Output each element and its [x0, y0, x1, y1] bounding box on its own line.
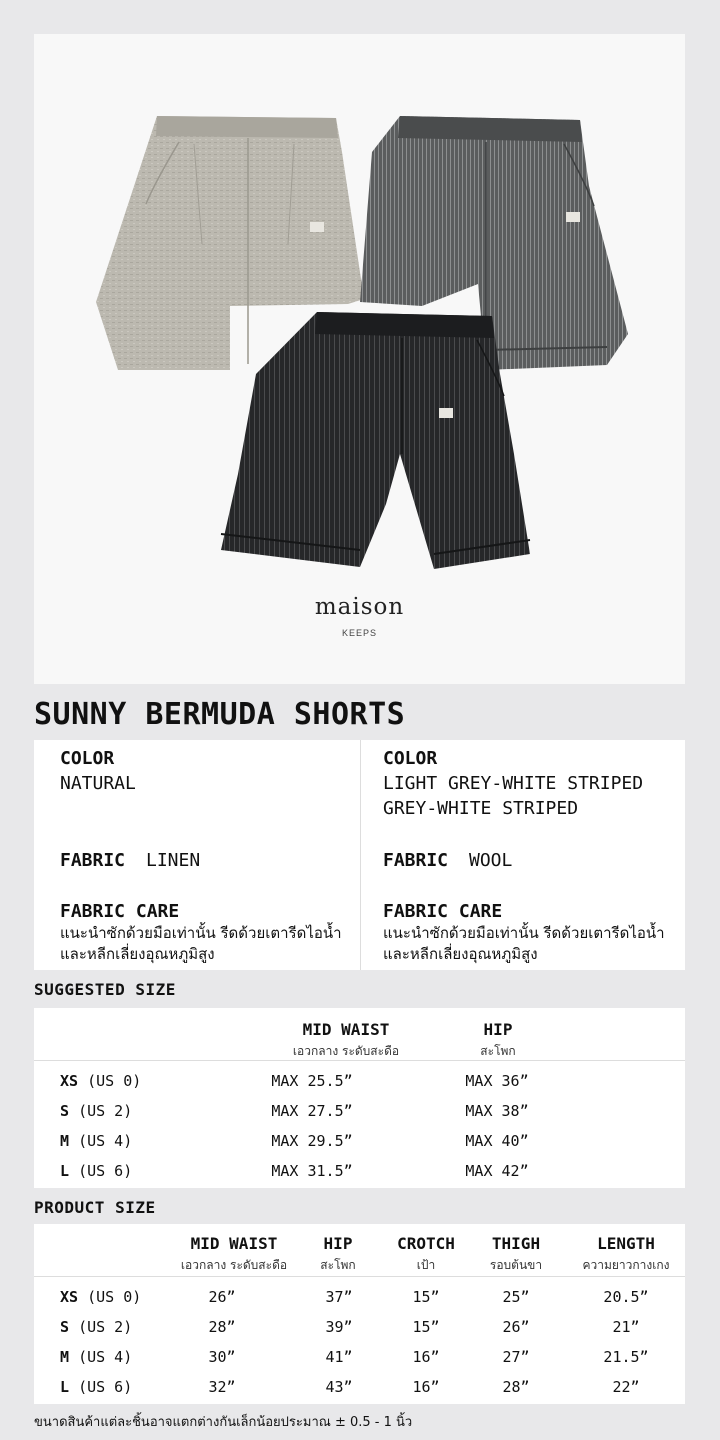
size-cell — [60, 1072, 141, 1090]
header-label: CROTCH — [397, 1234, 455, 1253]
brand-tagline: KEEPS — [341, 628, 377, 638]
header-sublabel: เอวกลาง ระดับสะดือ — [180, 1258, 288, 1272]
us-size: (US 4) — [78, 1348, 133, 1366]
size-cell — [60, 1288, 141, 1306]
product-size-title: PRODUCT SIZE — [34, 1198, 156, 1217]
column-header-length — [566, 1234, 686, 1275]
table-row — [34, 1378, 685, 1408]
waist-cell: 26” — [208, 1288, 236, 1306]
header-label: MID WAIST — [190, 1234, 278, 1253]
product-title: SUNNY BERMUDA SHORTS — [34, 697, 406, 732]
waist-cell: 32” — [208, 1378, 236, 1396]
fabric-label: FABRIC — [383, 850, 449, 871]
length-cell: 22” — [612, 1378, 640, 1396]
size-cell — [60, 1318, 132, 1336]
header-sublabel: สะโพก — [480, 1044, 516, 1058]
product-size-table — [34, 1224, 685, 1404]
hip-cell: 37” — [325, 1288, 353, 1306]
color-value: GREY-WHITE STRIPED — [383, 798, 579, 819]
crotch-cell: 15” — [412, 1318, 440, 1336]
fabric-value: LINEN — [146, 850, 201, 871]
size-code: L — [60, 1162, 70, 1180]
crotch-cell: 16” — [412, 1378, 440, 1396]
table-row — [34, 1072, 685, 1102]
us-size: (US 6) — [78, 1378, 133, 1396]
size-tolerance-note: ขนาดสินค้าแต่ละชิ้นอาจแตกต่างกันเล็กน้อยประมาณ ± 0.5 - 1 นิ้ว — [34, 1415, 413, 1430]
size-cell — [60, 1162, 132, 1180]
us-size: (US 0) — [87, 1288, 142, 1306]
header-sublabel: ความยาวกางเกง — [582, 1258, 670, 1272]
hip-cell: 43” — [325, 1378, 353, 1396]
shorts-illustration — [34, 34, 685, 684]
header-label: LENGTH — [597, 1234, 655, 1253]
color-value: LIGHT GREY-WHITE STRIPED — [383, 773, 644, 794]
column-header-mid-waist — [154, 1234, 314, 1275]
waist-cell: MAX 31.5” — [271, 1162, 353, 1180]
hip-cell: MAX 42” — [465, 1162, 529, 1180]
size-cell — [60, 1348, 132, 1366]
waist-cell: MAX 27.5” — [271, 1102, 353, 1120]
waist-cell: 28” — [208, 1318, 236, 1336]
size-cell — [60, 1102, 132, 1120]
color-label: COLOR — [60, 748, 115, 769]
fabric-care-line: แนะนำซักด้วยมือเท่านั้น รีดด้วยเตารีดไอน้ำ — [60, 924, 342, 942]
size-code: S — [60, 1318, 70, 1336]
column-divider — [360, 740, 361, 970]
header-sublabel: รอบต้นขา — [489, 1258, 543, 1272]
size-code: M — [60, 1348, 70, 1366]
header-divider — [34, 1276, 685, 1277]
crotch-cell: 16” — [412, 1348, 440, 1366]
size-code: XS — [60, 1072, 79, 1090]
header-sublabel: เป้า — [416, 1258, 436, 1272]
thigh-cell: 26” — [502, 1318, 530, 1336]
us-size: (US 0) — [87, 1072, 142, 1090]
hip-cell: MAX 36” — [465, 1072, 529, 1090]
size-code: L — [60, 1378, 70, 1396]
us-size: (US 2) — [78, 1102, 133, 1120]
size-cell — [60, 1378, 132, 1396]
thigh-cell: 27” — [502, 1348, 530, 1366]
product-photo — [34, 34, 685, 684]
fabric-value: WOOL — [469, 850, 513, 871]
crotch-cell: 15” — [412, 1288, 440, 1306]
header-label: HIP — [323, 1234, 353, 1253]
waist-cell: MAX 25.5” — [271, 1072, 353, 1090]
waist-cell: MAX 29.5” — [271, 1132, 353, 1150]
product-info-panel — [34, 740, 685, 970]
column-header-hip — [418, 1020, 578, 1061]
fabric-label: FABRIC — [60, 850, 126, 871]
length-cell: 21” — [612, 1318, 640, 1336]
column-header-hip — [298, 1234, 378, 1275]
table-row — [34, 1162, 685, 1192]
hip-cell: MAX 40” — [465, 1132, 529, 1150]
thigh-cell: 25” — [502, 1288, 530, 1306]
hip-cell: 39” — [325, 1318, 353, 1336]
header-sublabel: เอวกลาง ระดับสะดือ — [292, 1044, 400, 1058]
table-row — [34, 1348, 685, 1378]
suggested-size-title: SUGGESTED SIZE — [34, 980, 176, 999]
table-row — [34, 1288, 685, 1318]
header-label: HIP — [483, 1020, 513, 1039]
size-code: M — [60, 1132, 70, 1150]
table-row — [34, 1102, 685, 1132]
header-divider — [34, 1060, 685, 1061]
thigh-cell: 28” — [502, 1378, 530, 1396]
grey-shorts — [221, 312, 530, 569]
header-label: THIGH — [491, 1234, 541, 1253]
column-header-thigh — [474, 1234, 558, 1275]
suggested-size-table — [34, 1008, 685, 1188]
fabric-care-label: FABRIC CARE — [383, 901, 503, 922]
color-label: COLOR — [383, 748, 438, 769]
waist-cell: 30” — [208, 1348, 236, 1366]
length-cell: 21.5” — [603, 1348, 649, 1366]
us-size: (US 2) — [78, 1318, 133, 1336]
hip-cell: MAX 38” — [465, 1102, 529, 1120]
hip-cell: 41” — [325, 1348, 353, 1366]
us-size: (US 6) — [78, 1162, 133, 1180]
brand-logo: maison — [314, 594, 405, 620]
fabric-care-line: และหลีกเลี่ยงอุณหภูมิสูง — [383, 945, 538, 963]
fabric-care-line: และหลีกเลี่ยงอุณหภูมิสูง — [60, 945, 215, 963]
us-size: (US 4) — [78, 1132, 133, 1150]
header-label: MID WAIST — [302, 1020, 390, 1039]
color-value: NATURAL — [60, 773, 136, 794]
size-cell — [60, 1132, 132, 1150]
fabric-care-line: แนะนำซักด้วยมือเท่านั้น รีดด้วยเตารีดไอน้ำ — [383, 924, 665, 942]
table-row — [34, 1318, 685, 1348]
fabric-care-label: FABRIC CARE — [60, 901, 180, 922]
column-header-crotch — [378, 1234, 474, 1275]
size-code: S — [60, 1102, 70, 1120]
size-code: XS — [60, 1288, 79, 1306]
column-header-mid-waist — [246, 1020, 446, 1061]
length-cell: 20.5” — [603, 1288, 649, 1306]
header-sublabel: สะโพก — [320, 1258, 356, 1272]
table-row — [34, 1132, 685, 1162]
